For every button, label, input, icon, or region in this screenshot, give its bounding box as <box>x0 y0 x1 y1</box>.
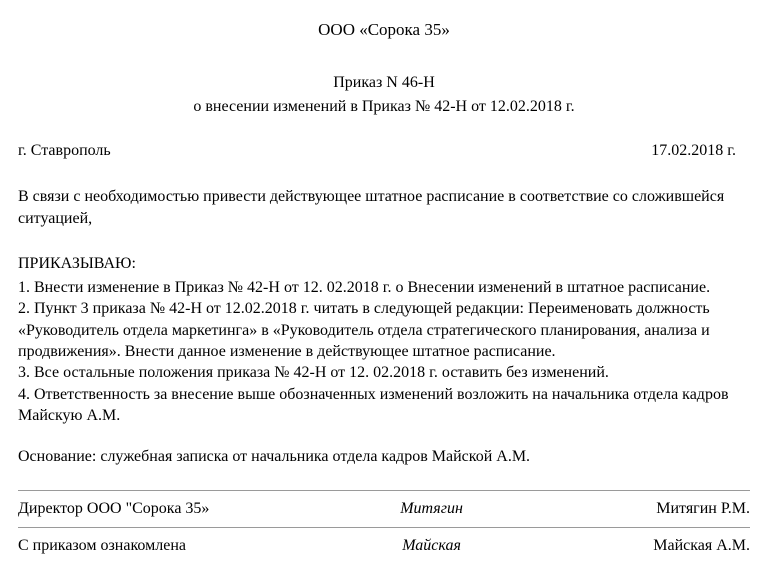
signature-table <box>18 490 750 564</box>
order-keyword: ПРИКАЗЫВАЮ: <box>18 255 136 273</box>
signature-role: Директор ООО "Сорока 35» <box>18 491 325 528</box>
preamble-text: В связи с необходимостью привести действующее штатное расписание в соответствие со сложившейся ситуацией, <box>18 188 725 227</box>
place-of-issue: г. Ставрополь <box>18 142 111 159</box>
basis-text: Основание: служебная записка от начальника отдела кадров Майской А.М. <box>18 448 531 466</box>
signature-mark: Майская <box>325 528 537 564</box>
order-title: Приказ N 46-Н <box>333 74 435 91</box>
clause-list <box>18 277 750 426</box>
table-row <box>18 491 750 528</box>
place-date-row <box>18 142 750 160</box>
clause-item: 4. Ответственность за внесение выше обозначенных изменений возложить на начальника отдела кадров Майскую А.М. <box>18 385 729 424</box>
signature-name: Митягин Р.М. <box>538 491 750 528</box>
signature-role: С приказом ознакомлена <box>18 528 325 564</box>
date-of-issue: 17.02.2018 г. <box>651 142 736 159</box>
clause-item: 1. Внести изменение в Приказ № 42-Н от 12. 02.2018 г. о Внесении изменений в штатное расписание. <box>18 279 711 297</box>
table-row <box>18 528 750 564</box>
order-subtitle: о внесении изменений в Приказ № 42-Н от 12.02.2018 г. <box>193 98 575 115</box>
signature-name: Майская А.М. <box>538 528 750 564</box>
signature-mark: Митягин <box>325 491 537 528</box>
organization-title: ООО «Сорока 35» <box>318 20 450 39</box>
clause-item: 2. Пункт 3 приказа № 42-Н от 12.02.2018 г. читать в следующей редакции: Переименовать должность «Руководитель отдела маркетинга» в «Руководитель отдела стратегического планирования, анализа и продвижения». Внести данное изменение в действующее штатное расписание. <box>18 300 710 360</box>
clause-item: 3. Все остальные положения приказа № 42-Н от 12. 02.2018 г. оставить без изменений. <box>18 364 609 382</box>
